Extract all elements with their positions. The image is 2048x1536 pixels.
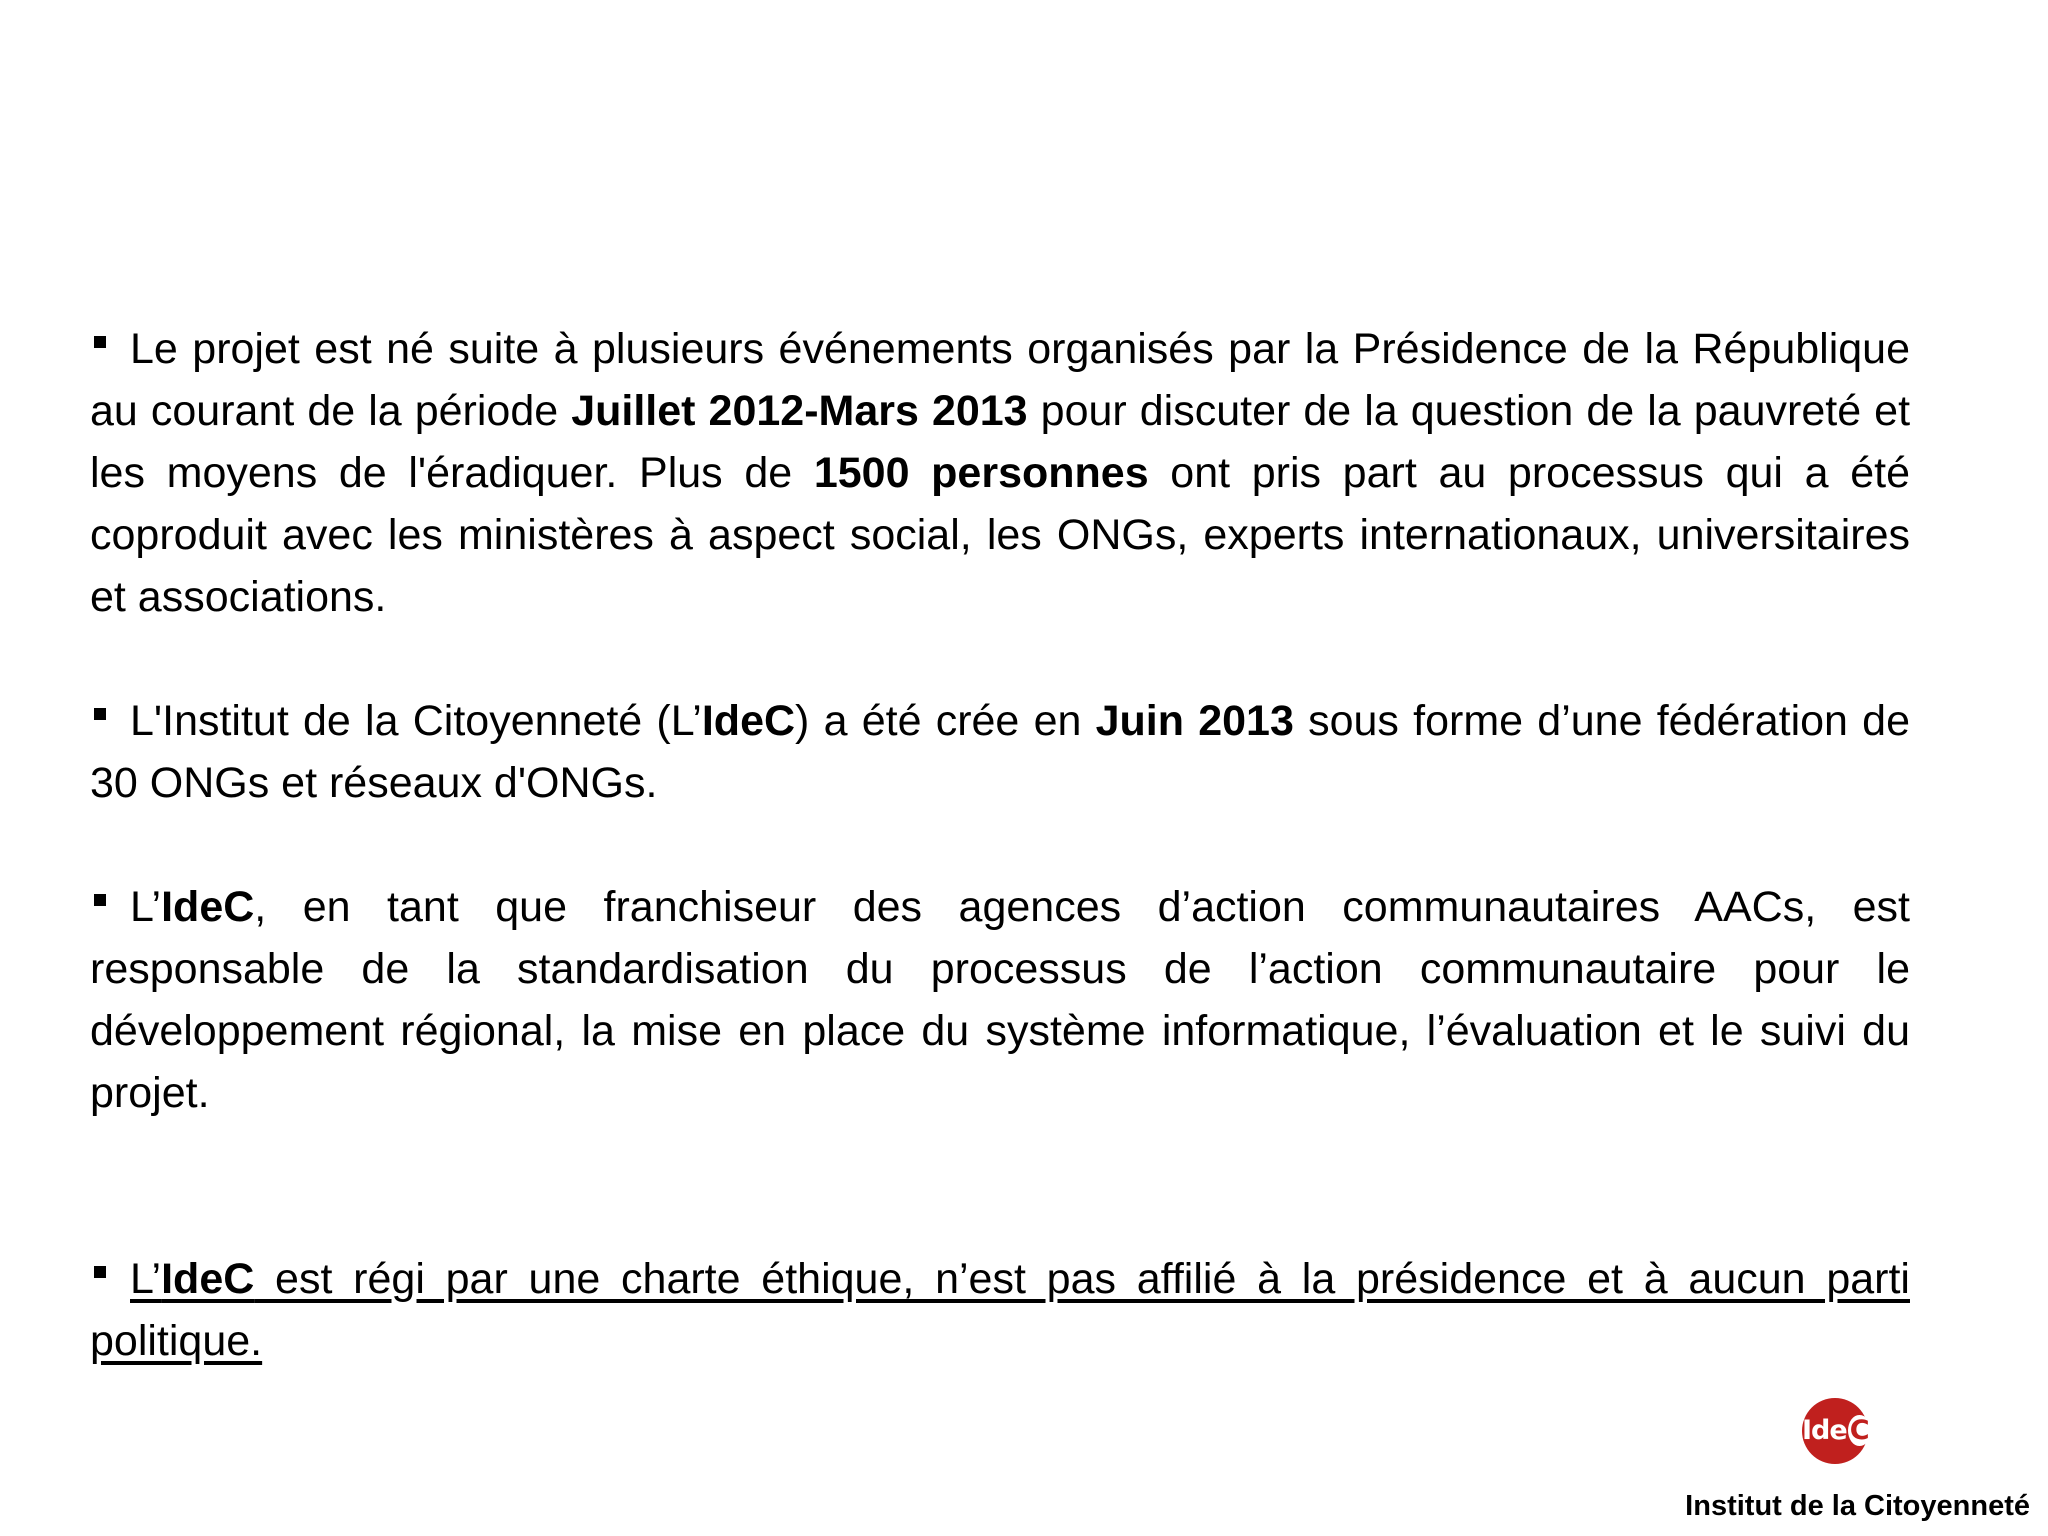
text-segment-bold: IdeC <box>161 1255 255 1303</box>
text-segment: sous forme d’une fédération de 30 ONGs et réseaux d'ONGs. <box>90 697 1911 807</box>
paragraph-project-origin <box>90 318 1910 628</box>
text-segment: Le projet est né suite à plusieurs événements organisés par la Présidence de la République au courant de la période <box>90 325 1910 435</box>
text-segment: ont pris part au processus qui a été coproduit avec les ministères à aspect social, les ONGs, experts internationaux, universitaires et associations. <box>90 449 1910 621</box>
square-bullet-icon <box>94 894 106 906</box>
footer-organization-name: Institut de la Citoyenneté <box>1685 1490 2030 1522</box>
text-segment: , en tant que franchiseur des agences d’action communautaires AACs, est responsable de la standardisation du processus de l’action communautaire pour le développement régional, la mise en place du système informatique, l’évaluation et le suivi du projet. <box>90 883 1910 1117</box>
text-segment-bold: Juillet 2012-Mars 2013 <box>571 387 1028 435</box>
square-bullet-icon <box>94 336 106 348</box>
text-segment-bold: IdeC <box>161 883 255 931</box>
text-segment-bold: 1500 personnes <box>813 449 1149 497</box>
text-segment: est régi par une charte éthique, n’est pas affilié à la présidence et à aucun parti politique. <box>90 1255 1910 1365</box>
slide-body <box>90 318 1910 1372</box>
idec-logo <box>1802 1398 1868 1464</box>
paragraph-idec-creation <box>90 690 1910 814</box>
square-bullet-icon <box>94 708 106 720</box>
logo-accent-text: C <box>1849 1415 1869 1446</box>
text-segment-bold: IdeC <box>701 697 796 745</box>
text-segment: L’ <box>130 883 162 931</box>
logo-text: Ide <box>1802 1415 1847 1446</box>
text-segment-bold: Juin 2013 <box>1095 697 1294 745</box>
text-segment: L'Institut de la Citoyenneté (L’ <box>130 697 702 745</box>
square-bullet-icon <box>94 1266 106 1278</box>
text-segment: pour discuter de la question de la pauvreté et les moyens de l'éradiquer. Plus de <box>90 387 1911 497</box>
paragraph-idec-ethics <box>90 1248 1910 1372</box>
text-segment: L’ <box>130 1255 162 1303</box>
text-segment: ) a été crée en <box>795 697 1096 745</box>
paragraph-idec-role <box>90 876 1910 1124</box>
